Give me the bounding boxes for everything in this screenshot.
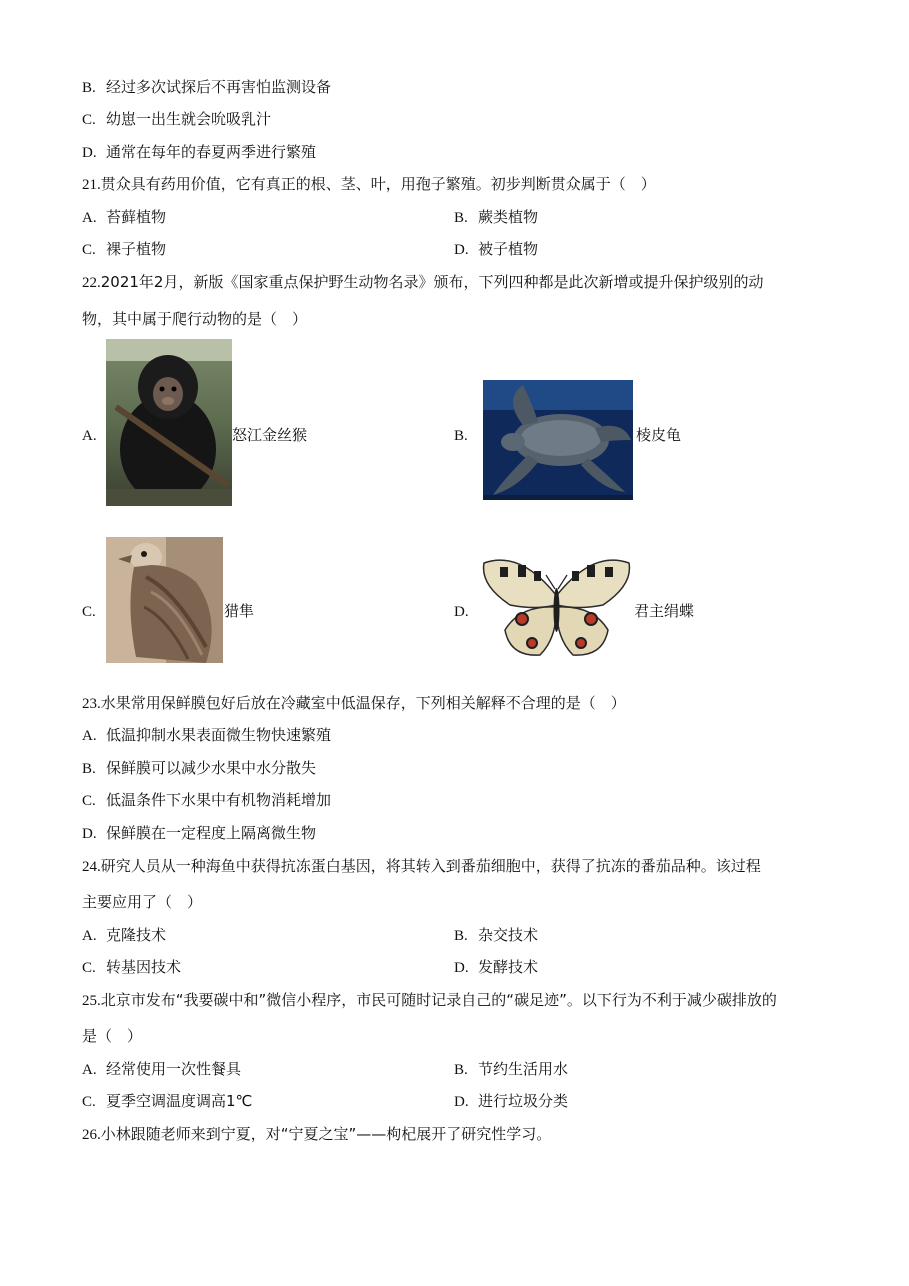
option-text: 转基因技术 [106,958,182,976]
q20-option-c [82,109,271,130]
option-text: 发酵技术 [478,958,539,976]
q24-stem-line1 [82,856,761,877]
question-number: 23. [82,696,101,712]
option-text: 被子植物 [478,240,539,258]
option-text: 夏季空调温度调高1℃ [106,1092,253,1110]
q24-option-a [82,925,166,946]
q24-stem-line2 [82,892,202,912]
option-letter: B. [454,1062,468,1078]
q21-option-a [82,207,166,228]
option-letter: A. [82,1062,97,1078]
option-letter: B. [454,428,468,444]
option-text: 低温抑制水果表面微生物快速繁殖 [106,726,332,744]
q21-stem [82,174,656,195]
option-letter: C. [82,112,96,128]
q22-option-b-caption: 棱皮龟 [636,426,682,444]
q23-option-a [82,725,331,746]
option-letter: C. [82,960,96,976]
q23-option-b [82,758,316,779]
golden-monkey-photo [106,339,232,506]
option-letter: D. [82,145,97,161]
q24-option-d [454,957,538,978]
question-text: 主要应用了（ ） [82,893,203,911]
option-letter: B. [454,210,468,226]
option-letter: D. [454,242,469,258]
question-text: 是（ ） [82,1027,143,1045]
q21-option-d [454,239,538,260]
option-letter: C. [82,604,96,620]
q22-option-a-caption: 怒江金丝猴 [232,426,308,444]
q22-option-c-letter [82,601,106,622]
question-text: 北京市发布“我要碳中和”微信小程序，市民可随时记录自己的“碳足迹”。以下行为不利于减少碳排放的 [100,991,777,1009]
option-text: 幼崽一出生就会吮吸乳汁 [106,110,272,128]
option-letter: D. [454,960,469,976]
question-number: 26. [82,1127,101,1143]
question-text: 小林跟随老师来到宁夏，对“宁夏之宝”——枸杞展开了研究性学习。 [100,1125,552,1143]
question-text: 物，其中属于爬行动物的是（ ） [82,310,308,328]
option-letter: A. [82,428,97,444]
q23-option-c [82,790,331,811]
q25-option-d [454,1091,568,1112]
question-text: 2021年2月，新版《国家重点保护野生动物名录》颁布，下列四种都是此次新增或提升保护级别的动 [100,273,764,291]
q25-option-c [82,1091,252,1112]
option-text: 保鲜膜在一定程度上隔离微生物 [106,824,317,842]
option-letter: A. [82,928,97,944]
leatherback-turtle-photo [483,380,633,500]
question-text: 贯众具有药用价值，它有真正的根、茎、叶，用孢子繁殖。初步判断贯众属于（ ） [100,175,656,193]
option-letter: D. [454,1094,469,1110]
q25-stem-line1 [82,990,777,1011]
question-number: 24. [82,859,101,875]
q25-option-a [82,1059,241,1080]
q26-stem [82,1124,551,1145]
option-text: 杂交技术 [478,926,539,944]
option-letter: C. [82,242,96,258]
option-text: 低温条件下水果中有机物消耗增加 [106,791,332,809]
option-letter: C. [82,793,96,809]
q20-option-b [82,77,331,98]
option-text: 进行垃圾分类 [478,1092,569,1110]
q20-option-d [82,142,316,163]
option-letter: B. [82,761,96,777]
option-text: 通常在每年的春夏两季进行繁殖 [106,143,317,161]
q24-option-c [82,957,181,978]
option-letter: A. [82,210,97,226]
option-text: 保鲜膜可以减少水果中水分散失 [106,759,317,777]
option-letter: A. [82,728,97,744]
q22-option-d-caption: 君主绢蝶 [634,602,695,620]
question-text: 研究人员从一种海鱼中获得抗冻蛋白基因，将其转入到番茄细胞中，获得了抗冻的番茄品种。该过程 [100,857,761,875]
option-letter: D. [82,826,97,842]
option-text: 经常使用一次性餐具 [106,1060,242,1078]
option-letter: B. [82,80,96,96]
question-number: 21. [82,177,101,193]
q22-stem-line2 [82,309,307,329]
q22-option-d-letter [454,601,478,622]
option-letter: D. [454,604,469,620]
option-text: 蕨类植物 [478,208,539,226]
q25-option-b [454,1059,568,1080]
option-text: 裸子植物 [106,240,167,258]
q23-option-d [82,823,316,844]
q24-option-b [454,925,538,946]
q21-option-c [82,239,166,260]
q21-option-b [454,207,538,228]
q22-option-b-letter [454,425,478,446]
question-number: 22. [82,275,101,291]
apollo-butterfly-photo [480,555,633,661]
option-text: 苔藓植物 [106,208,167,226]
q22-option-c-caption: 猎隼 [224,602,255,620]
option-letter: C. [82,1094,96,1110]
question-number: 25. [82,993,101,1009]
q25-stem-line2 [82,1026,142,1046]
option-text: 克隆技术 [106,926,167,944]
saker-falcon-photo [106,537,223,663]
question-text: 水果常用保鲜膜包好后放在冷藏室中低温保存，下列相关解释不合理的是（ ） [100,694,626,712]
q22-option-a-letter [82,425,106,446]
option-text: 节约生活用水 [478,1060,569,1078]
option-text: 经过多次试探后不再害怕监测设备 [106,78,332,96]
option-letter: B. [454,928,468,944]
q22-stem-line1 [82,272,763,293]
q23-stem [82,693,626,714]
